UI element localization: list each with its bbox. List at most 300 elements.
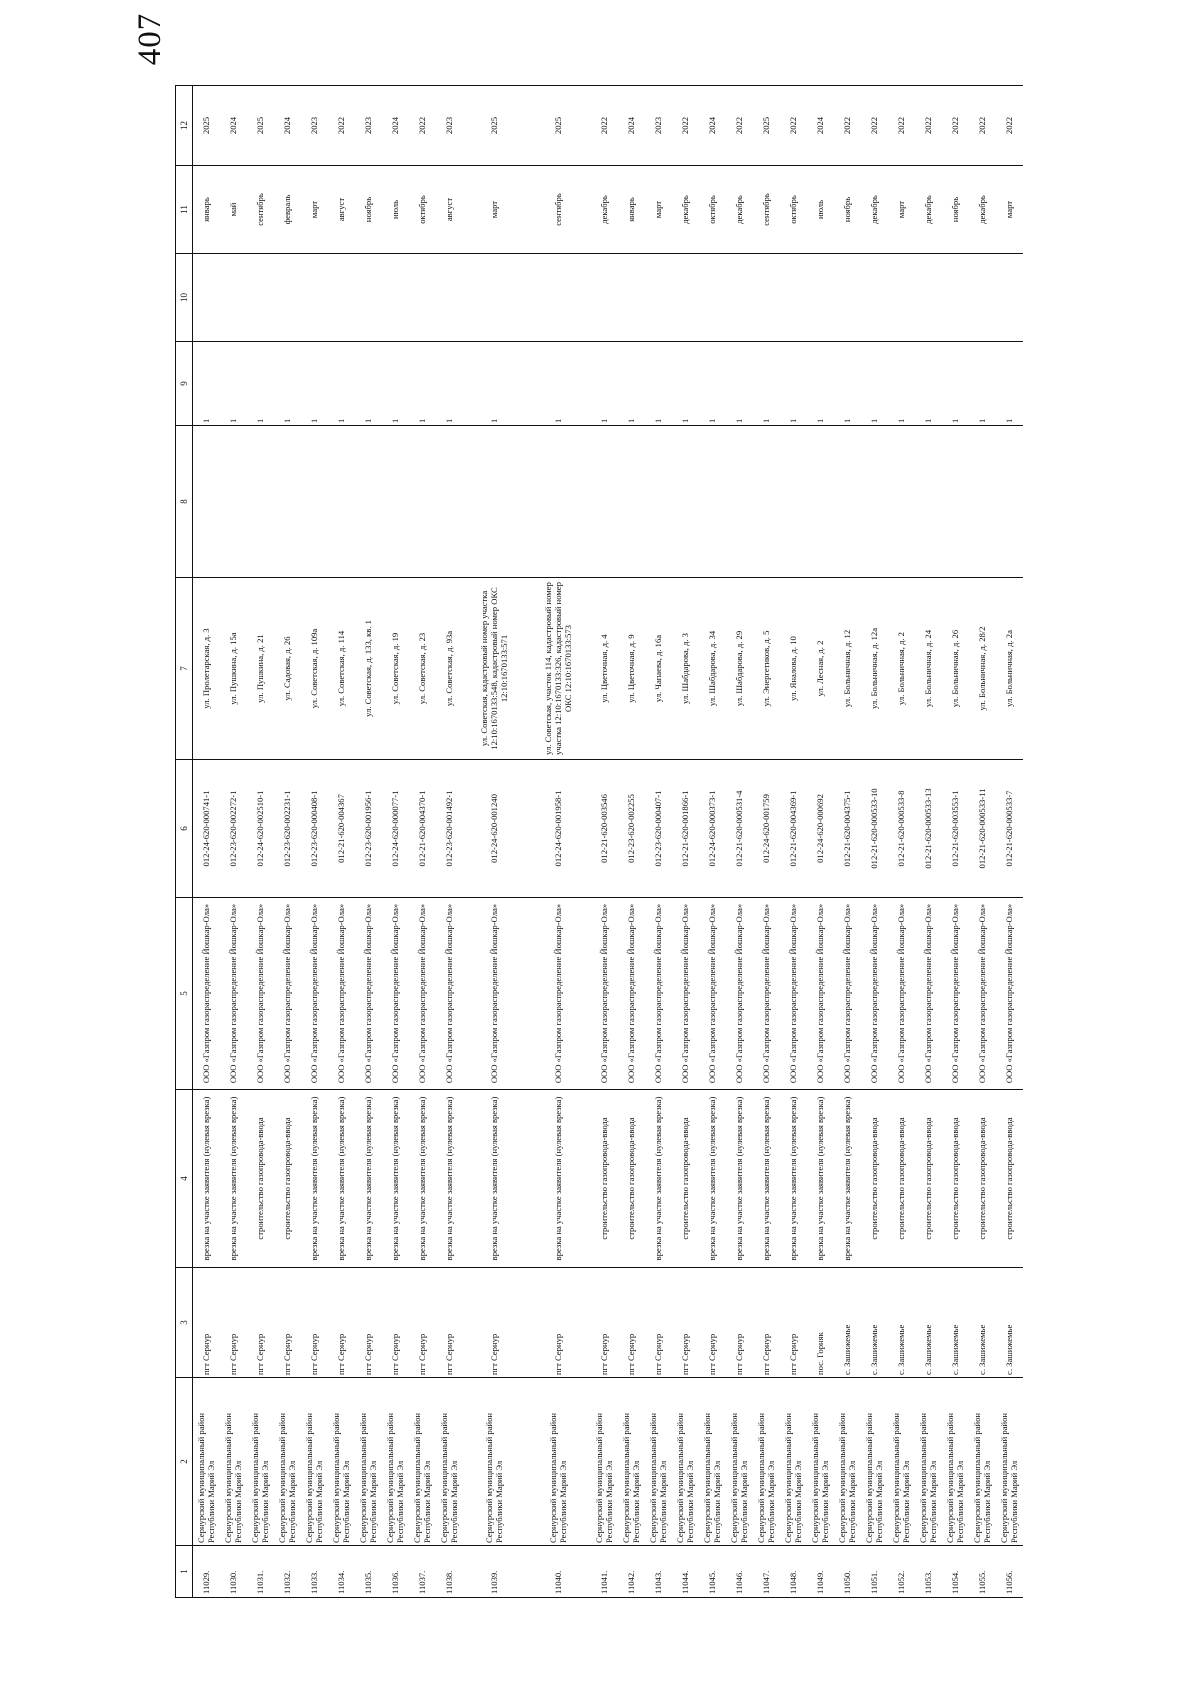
year-cell: 2022	[726, 86, 753, 166]
work-type-cell: врезка на участке заявителя (нулевая врезка)	[645, 1090, 672, 1268]
quantity-cell: 1	[328, 342, 355, 426]
column-8-cell	[888, 426, 915, 578]
row-number-cell: 11048.	[780, 1546, 807, 1598]
address-cell: ул. Чапаева, д. 16а	[645, 578, 672, 760]
work-type-cell: строительство газопровода-ввода	[247, 1090, 274, 1268]
year-cell: 2022	[915, 86, 942, 166]
column-8-cell	[645, 426, 672, 578]
column-10-cell	[726, 254, 753, 342]
contract-number-cell: 012-21-620-000533-11	[969, 760, 996, 898]
work-type-cell: врезка на участке заявителя (нулевая врезка)	[527, 1090, 591, 1268]
year-cell: 2023	[436, 86, 463, 166]
address-cell: ул. Больничная, д. 2а	[996, 578, 1023, 760]
contract-number-cell: 012-24-620-000741-1	[193, 760, 221, 898]
locality-cell: с. Зашижемье	[969, 1268, 996, 1378]
table-row	[807, 86, 834, 1598]
address-cell: ул. Больничная, д. 12	[834, 578, 861, 760]
column-8-cell	[328, 426, 355, 578]
work-type-cell: строительство газопровода-ввода	[672, 1090, 699, 1268]
work-type-cell: врезка на участке заявителя (нулевая врезка)	[409, 1090, 436, 1268]
month-cell: декабрь	[915, 166, 942, 254]
organization-cell: ООО «Газпром газораспределение Йошкар-Ола»	[382, 898, 409, 1090]
locality-cell: пгт Сернур	[247, 1268, 274, 1378]
month-cell: март	[301, 166, 328, 254]
district-cell: Сернурский муниципальный район Республики Марий Эл	[463, 1378, 527, 1546]
column-8-cell	[699, 426, 726, 578]
table-row	[382, 86, 409, 1598]
column-10-cell	[780, 254, 807, 342]
month-cell: ноябрь	[834, 166, 861, 254]
district-cell: Сернурский муниципальный район Республики Марий Эл	[807, 1378, 834, 1546]
column-8-cell	[618, 426, 645, 578]
address-cell: ул. Советская, д. 19	[382, 578, 409, 760]
column-10-cell	[672, 254, 699, 342]
contract-number-cell: 012-24-620-000077-1	[382, 760, 409, 898]
work-type-cell: строительство газопровода-ввода	[969, 1090, 996, 1268]
column-header: 10	[176, 254, 193, 342]
organization-cell: ООО «Газпром газораспределение Йошкар-Ола»	[591, 898, 618, 1090]
organization-cell: ООО «Газпром газораспределение Йошкар-Ола»	[193, 898, 221, 1090]
month-cell: сентябрь	[527, 166, 591, 254]
row-number-cell: 11045.	[699, 1546, 726, 1598]
column-10-cell	[969, 254, 996, 342]
contract-number-cell: 012-21-620-003546	[591, 760, 618, 898]
organization-cell: ООО «Газпром газораспределение Йошкар-Ола»	[247, 898, 274, 1090]
district-cell: Сернурский муниципальный район Республики Марий Эл	[409, 1378, 436, 1546]
work-type-cell: строительство газопровода-ввода	[942, 1090, 969, 1268]
address-cell: ул. Советская, д. 93а	[436, 578, 463, 760]
table-row	[672, 86, 699, 1598]
address-cell: ул. Советская, д. 109а	[301, 578, 328, 760]
column-header: 11	[176, 166, 193, 254]
work-type-cell: строительство газопровода-ввода	[591, 1090, 618, 1268]
table-body	[193, 86, 1024, 1598]
district-cell: Сернурский муниципальный район Республики Марий Эл	[274, 1378, 301, 1546]
contract-number-cell: 012-21-620-000533-7	[996, 760, 1023, 898]
locality-cell: с. Зашижемье	[834, 1268, 861, 1378]
year-cell: 2025	[193, 86, 221, 166]
column-10-cell	[220, 254, 247, 342]
column-10-cell	[193, 254, 221, 342]
organization-cell: ООО «Газпром газораспределение Йошкар-Ола»	[618, 898, 645, 1090]
quantity-cell: 1	[220, 342, 247, 426]
district-cell: Сернурский муниципальный район Республики Марий Эл	[888, 1378, 915, 1546]
column-10-cell	[436, 254, 463, 342]
quantity-cell: 1	[193, 342, 221, 426]
column-10-cell	[274, 254, 301, 342]
table-row	[247, 86, 274, 1598]
column-8-cell	[753, 426, 780, 578]
month-cell: май	[220, 166, 247, 254]
column-10-cell	[247, 254, 274, 342]
work-type-cell: врезка на участке заявителя (нулевая врезка)	[301, 1090, 328, 1268]
contract-number-cell: 012-23-620-001956-1	[355, 760, 382, 898]
locality-cell: пгт Сернур	[699, 1268, 726, 1378]
quantity-cell: 1	[861, 342, 888, 426]
table-row	[726, 86, 753, 1598]
column-8-cell	[463, 426, 527, 578]
column-8-cell	[861, 426, 888, 578]
year-cell: 2022	[328, 86, 355, 166]
locality-cell: пгт Сернур	[753, 1268, 780, 1378]
locality-cell: с. Зашижемье	[996, 1268, 1023, 1378]
locality-cell: пгт Сернур	[409, 1268, 436, 1378]
address-cell: ул. Советская, д. 133, кв. 1	[355, 578, 382, 760]
column-10-cell	[753, 254, 780, 342]
contract-number-cell: 012-21-620-000533-13	[915, 760, 942, 898]
month-cell: декабрь	[969, 166, 996, 254]
month-cell: февраль	[274, 166, 301, 254]
locality-cell: пгт Сернур	[618, 1268, 645, 1378]
organization-cell: ООО «Газпром газораспределение Йошкар-Ола»	[645, 898, 672, 1090]
work-type-cell: врезка на участке заявителя (нулевая врезка)	[463, 1090, 527, 1268]
row-number-cell: 11031.	[247, 1546, 274, 1598]
month-cell: январь	[618, 166, 645, 254]
row-number-cell: 11050.	[834, 1546, 861, 1598]
district-cell: Сернурский муниципальный район Республики Марий Эл	[915, 1378, 942, 1546]
quantity-cell: 1	[301, 342, 328, 426]
address-cell: ул. Яналова, д. 10	[780, 578, 807, 760]
column-header: 9	[176, 342, 193, 426]
locality-cell: пос. Горняк	[807, 1268, 834, 1378]
month-cell: ноябрь	[942, 166, 969, 254]
table-row	[220, 86, 247, 1598]
contract-number-cell: 012-23-620-002255	[618, 760, 645, 898]
district-cell: Сернурский муниципальный район Республики Марий Эл	[834, 1378, 861, 1546]
contract-number-cell: 012-21-620-004375-1	[834, 760, 861, 898]
quantity-cell: 1	[355, 342, 382, 426]
locality-cell: пгт Сернур	[382, 1268, 409, 1378]
district-cell: Сернурский муниципальный район Республики Марий Эл	[220, 1378, 247, 1546]
month-cell: март	[645, 166, 672, 254]
month-cell: сентябрь	[753, 166, 780, 254]
organization-cell: ООО «Газпром газораспределение Йошкар-Ола»	[780, 898, 807, 1090]
address-cell: ул. Лесная, д. 2	[807, 578, 834, 760]
table-row	[888, 86, 915, 1598]
column-10-cell	[328, 254, 355, 342]
address-cell: ул. Больничная, д. 12а	[861, 578, 888, 760]
column-10-cell	[807, 254, 834, 342]
row-number-cell: 11042.	[618, 1546, 645, 1598]
row-number-cell: 11047.	[753, 1546, 780, 1598]
column-8-cell	[193, 426, 221, 578]
organization-cell: ООО «Газпром газораспределение Йошкар-Ола»	[915, 898, 942, 1090]
row-number-cell: 11035.	[355, 1546, 382, 1598]
work-type-cell: врезка на участке заявителя (нулевая врезка)	[328, 1090, 355, 1268]
quantity-cell: 1	[726, 342, 753, 426]
district-cell: Сернурский муниципальный район Республики Марий Эл	[672, 1378, 699, 1546]
address-cell: ул. Цветочная, д. 9	[618, 578, 645, 760]
row-number-cell: 11036.	[382, 1546, 409, 1598]
quantity-cell: 1	[591, 342, 618, 426]
table-row	[969, 86, 996, 1598]
quantity-cell: 1	[888, 342, 915, 426]
contract-number-cell: 012-21-620-004369-1	[780, 760, 807, 898]
year-cell: 2023	[355, 86, 382, 166]
district-cell: Сернурский муниципальный район Республики Марий Эл	[193, 1378, 221, 1546]
table-row	[996, 86, 1023, 1598]
locality-cell: с. Зашижемье	[888, 1268, 915, 1378]
address-cell: ул. Советская, кадастровый номер участка 12:10:1670133:548, кадастровый номер ОКС 12:10:1670133:571	[463, 578, 527, 760]
column-10-cell	[382, 254, 409, 342]
quantity-cell: 1	[807, 342, 834, 426]
contract-number-cell: 012-23-620-000408-1	[301, 760, 328, 898]
column-8-cell	[969, 426, 996, 578]
month-cell: октябрь	[409, 166, 436, 254]
table-row	[328, 86, 355, 1598]
contract-number-cell: 012-21-620-004367	[328, 760, 355, 898]
row-number-cell: 11051.	[861, 1546, 888, 1598]
header-row	[176, 86, 193, 1598]
quantity-cell: 1	[527, 342, 591, 426]
locality-cell: пгт Сернур	[301, 1268, 328, 1378]
quantity-cell: 1	[699, 342, 726, 426]
column-8-cell	[780, 426, 807, 578]
table-row	[618, 86, 645, 1598]
row-number-cell: 11046.	[726, 1546, 753, 1598]
address-cell: ул. Больничная, д. 28/2	[969, 578, 996, 760]
table-row	[193, 86, 221, 1598]
contract-number-cell: 012-23-620-001492-1	[436, 760, 463, 898]
row-number-cell: 11049.	[807, 1546, 834, 1598]
district-cell: Сернурский муниципальный район Республики Марий Эл	[996, 1378, 1023, 1546]
organization-cell: ООО «Газпром газораспределение Йошкар-Ола»	[672, 898, 699, 1090]
organization-cell: ООО «Газпром газораспределение Йошкар-Ола»	[753, 898, 780, 1090]
quantity-cell: 1	[382, 342, 409, 426]
organization-cell: ООО «Газпром газораспределение Йошкар-Ола»	[807, 898, 834, 1090]
column-10-cell	[355, 254, 382, 342]
month-cell: июль	[807, 166, 834, 254]
column-8-cell	[220, 426, 247, 578]
district-cell: Сернурский муниципальный район Республики Марий Эл	[591, 1378, 618, 1546]
column-header: 2	[176, 1378, 193, 1546]
row-number-cell: 11056.	[996, 1546, 1023, 1598]
month-cell: декабрь	[861, 166, 888, 254]
quantity-cell: 1	[274, 342, 301, 426]
column-header: 8	[176, 426, 193, 578]
table-row	[274, 86, 301, 1598]
row-number-cell: 11040.	[527, 1546, 591, 1598]
locality-cell: пгт Сернур	[672, 1268, 699, 1378]
organization-cell: ООО «Газпром газораспределение Йошкар-Ола»	[463, 898, 527, 1090]
column-8-cell	[436, 426, 463, 578]
quantity-cell: 1	[780, 342, 807, 426]
address-cell: ул. Советская, д. 114	[328, 578, 355, 760]
locality-cell: пгт Сернур	[527, 1268, 591, 1378]
contract-number-cell: 012-24-620-001759	[753, 760, 780, 898]
locality-cell: пгт Сернур	[645, 1268, 672, 1378]
year-cell: 2023	[301, 86, 328, 166]
column-10-cell	[301, 254, 328, 342]
year-cell: 2025	[753, 86, 780, 166]
address-cell: ул. Пушкина, д. 15а	[220, 578, 247, 760]
quantity-cell: 1	[915, 342, 942, 426]
address-cell: ул. Советская, д. 23	[409, 578, 436, 760]
column-10-cell	[915, 254, 942, 342]
work-type-cell: врезка на участке заявителя (нулевая врезка)	[436, 1090, 463, 1268]
locality-cell: пгт Сернур	[591, 1268, 618, 1378]
contract-number-cell: 012-23-620-000407-1	[645, 760, 672, 898]
organization-cell: ООО «Газпром газораспределение Йошкар-Ола»	[328, 898, 355, 1090]
quantity-cell: 1	[436, 342, 463, 426]
row-number-cell: 11038.	[436, 1546, 463, 1598]
locality-cell: пгт Сернур	[463, 1268, 527, 1378]
address-cell: ул. Пролетарская, д. 3	[193, 578, 221, 760]
locality-cell: пгт Сернур	[220, 1268, 247, 1378]
column-10-cell	[861, 254, 888, 342]
row-number-cell: 11054.	[942, 1546, 969, 1598]
work-type-cell: врезка на участке заявителя (нулевая врезка)	[726, 1090, 753, 1268]
year-cell: 2022	[969, 86, 996, 166]
column-10-cell	[888, 254, 915, 342]
year-cell: 2022	[996, 86, 1023, 166]
work-type-cell: врезка на участке заявителя (нулевая врезка)	[193, 1090, 221, 1268]
quantity-cell: 1	[942, 342, 969, 426]
column-10-cell	[527, 254, 591, 342]
address-cell: ул. Шабдарова, д. 29	[726, 578, 753, 760]
column-10-cell	[463, 254, 527, 342]
table-row	[527, 86, 591, 1598]
locality-cell: с. Зашижемье	[861, 1268, 888, 1378]
page-number: 407	[132, 12, 168, 66]
address-cell: ул. Садовая, д. 26	[274, 578, 301, 760]
column-header: 5	[176, 898, 193, 1090]
district-cell: Сернурский муниципальный район Республики Марий Эл	[527, 1378, 591, 1546]
address-cell: ул. Цветочная, д. 4	[591, 578, 618, 760]
row-number-cell: 11053.	[915, 1546, 942, 1598]
gasification-table-container	[175, 86, 1200, 1598]
column-10-cell	[942, 254, 969, 342]
quantity-cell: 1	[996, 342, 1023, 426]
row-number-cell: 11043.	[645, 1546, 672, 1598]
contract-number-cell: 012-24-620-000373-1	[699, 760, 726, 898]
district-cell: Сернурский муниципальный район Республики Марий Эл	[699, 1378, 726, 1546]
month-cell: июль	[382, 166, 409, 254]
column-8-cell	[355, 426, 382, 578]
address-cell: ул. Энергетиков, д. 5	[753, 578, 780, 760]
year-cell: 2025	[463, 86, 527, 166]
column-8-cell	[834, 426, 861, 578]
work-type-cell: врезка на участке заявителя (нулевая врезка)	[355, 1090, 382, 1268]
column-8-cell	[409, 426, 436, 578]
work-type-cell: врезка на участке заявителя (нулевая врезка)	[220, 1090, 247, 1268]
quantity-cell: 1	[247, 342, 274, 426]
locality-cell: пгт Сернур	[780, 1268, 807, 1378]
organization-cell: ООО «Газпром газораспределение Йошкар-Ола»	[301, 898, 328, 1090]
year-cell: 2022	[780, 86, 807, 166]
table-row	[834, 86, 861, 1598]
year-cell: 2024	[807, 86, 834, 166]
locality-cell: пгт Сернур	[328, 1268, 355, 1378]
column-10-cell	[645, 254, 672, 342]
address-cell: ул. Больничная, д. 26	[942, 578, 969, 760]
district-cell: Сернурский муниципальный район Республики Марий Эл	[645, 1378, 672, 1546]
contract-number-cell: 012-21-620-004370-1	[409, 760, 436, 898]
column-header: 1	[176, 1546, 193, 1598]
work-type-cell: строительство газопровода-ввода	[996, 1090, 1023, 1268]
column-header: 7	[176, 578, 193, 760]
row-number-cell: 11044.	[672, 1546, 699, 1598]
organization-cell: ООО «Газпром газораспределение Йошкар-Ола»	[861, 898, 888, 1090]
district-cell: Сернурский муниципальный район Республики Марий Эл	[861, 1378, 888, 1546]
work-type-cell: строительство газопровода-ввода	[618, 1090, 645, 1268]
column-8-cell	[726, 426, 753, 578]
row-number-cell: 11041.	[591, 1546, 618, 1598]
organization-cell: ООО «Газпром газораспределение Йошкар-Ола»	[436, 898, 463, 1090]
quantity-cell: 1	[753, 342, 780, 426]
month-cell: январь	[193, 166, 221, 254]
district-cell: Сернурский муниципальный район Республики Марий Эл	[247, 1378, 274, 1546]
column-8-cell	[301, 426, 328, 578]
district-cell: Сернурский муниципальный район Республики Марий Эл	[382, 1378, 409, 1546]
work-type-cell: строительство газопровода-ввода	[888, 1090, 915, 1268]
table-row	[915, 86, 942, 1598]
year-cell: 2022	[834, 86, 861, 166]
year-cell: 2022	[888, 86, 915, 166]
organization-cell: ООО «Газпром газораспределение Йошкар-Ола»	[888, 898, 915, 1090]
column-10-cell	[618, 254, 645, 342]
organization-cell: ООО «Газпром газораспределение Йошкар-Ола»	[726, 898, 753, 1090]
column-header: 6	[176, 760, 193, 898]
organization-cell: ООО «Газпром газораспределение Йошкар-Ола»	[969, 898, 996, 1090]
column-8-cell	[247, 426, 274, 578]
organization-cell: ООО «Газпром газораспределение Йошкар-Ола»	[355, 898, 382, 1090]
month-cell: декабрь	[672, 166, 699, 254]
column-8-cell	[591, 426, 618, 578]
district-cell: Сернурский муниципальный район Республики Марий Эл	[436, 1378, 463, 1546]
table-row	[753, 86, 780, 1598]
month-cell: декабрь	[726, 166, 753, 254]
quantity-cell: 1	[463, 342, 527, 426]
year-cell: 2022	[861, 86, 888, 166]
contract-number-cell: 012-21-620-001866-1	[672, 760, 699, 898]
month-cell: август	[436, 166, 463, 254]
row-number-cell: 11029.	[193, 1546, 221, 1598]
work-type-cell: врезка на участке заявителя (нулевая врезка)	[780, 1090, 807, 1268]
district-cell: Сернурский муниципальный район Республики Марий Эл	[969, 1378, 996, 1546]
column-10-cell	[409, 254, 436, 342]
row-number-cell: 11039.	[463, 1546, 527, 1598]
column-header: 4	[176, 1090, 193, 1268]
address-cell: ул. Больничная, д. 2	[888, 578, 915, 760]
work-type-cell: врезка на участке заявителя (нулевая врезка)	[807, 1090, 834, 1268]
month-cell: сентябрь	[247, 166, 274, 254]
contract-number-cell: 012-24-620-001240	[463, 760, 527, 898]
column-8-cell	[274, 426, 301, 578]
month-cell: октябрь	[699, 166, 726, 254]
address-cell: ул. Пушкина, д. 21	[247, 578, 274, 760]
work-type-cell: строительство газопровода-ввода	[274, 1090, 301, 1268]
year-cell: 2025	[527, 86, 591, 166]
year-cell: 2022	[591, 86, 618, 166]
column-8-cell	[807, 426, 834, 578]
contract-number-cell: 012-21-620-003553-1	[942, 760, 969, 898]
table-row	[780, 86, 807, 1598]
quantity-cell: 1	[618, 342, 645, 426]
address-cell: ул. Шабдарова, д. 3	[672, 578, 699, 760]
contract-number-cell: 012-23-620-002272-1	[220, 760, 247, 898]
row-number-cell: 11034.	[328, 1546, 355, 1598]
year-cell: 2024	[220, 86, 247, 166]
locality-cell: пгт Сернур	[274, 1268, 301, 1378]
table-row	[591, 86, 618, 1598]
year-cell: 2022	[672, 86, 699, 166]
work-type-cell: врезка на участке заявителя (нулевая врезка)	[699, 1090, 726, 1268]
table-row	[942, 86, 969, 1598]
table-row	[436, 86, 463, 1598]
table-row	[463, 86, 527, 1598]
year-cell: 2025	[247, 86, 274, 166]
